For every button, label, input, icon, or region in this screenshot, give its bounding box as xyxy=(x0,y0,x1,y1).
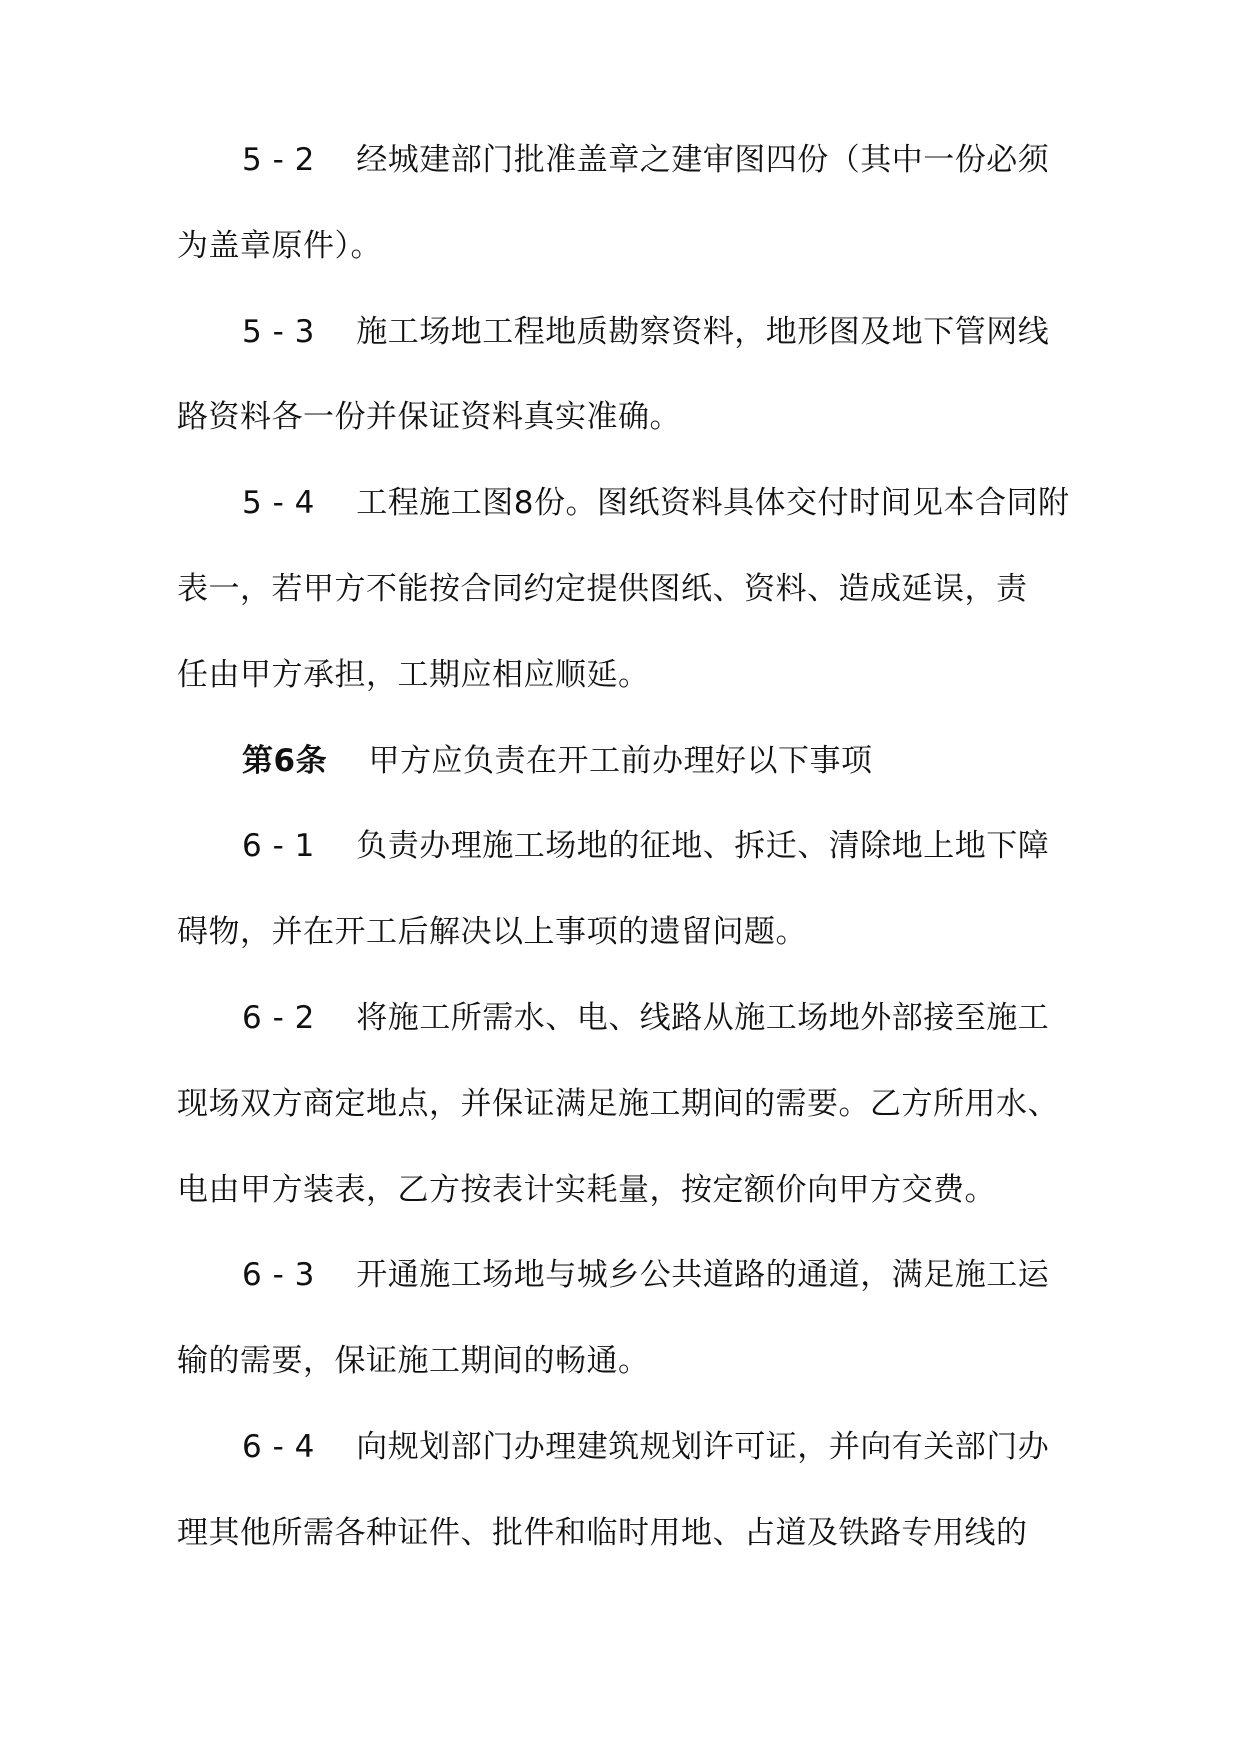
article-6-label: 第6条 xyxy=(242,742,328,779)
clause-6-4-line-2: 理其他所需各种证件、批件和临时用地、占道及铁路专用线的 xyxy=(177,1514,1028,1551)
clause-5-3-line-1: 5 - 3 施工场地工程地质勘察资料，地形图及地下管网线 xyxy=(242,313,1050,350)
clause-6-2-line-1: 6 - 2 将施工所需水、电、线路从施工场地外部接至施工 xyxy=(242,999,1050,1036)
clause-5-4-line-2: 表一，若甲方不能按合同约定提供图纸、资料、造成延误，责 xyxy=(177,570,1028,607)
clause-5-4-line-3: 任由甲方承担，工期应相应顺延。 xyxy=(177,656,650,693)
clause-5-4-line-1: 5 - 4 工程施工图8份。图纸资料具体交付时间见本合同附 xyxy=(242,485,1070,522)
clause-6-3-line-2: 输的需要，保证施工期间的畅通。 xyxy=(177,1343,650,1380)
article-6-title: 甲方应负责在开工前办理好以下事项 xyxy=(368,742,873,779)
clause-6-1-line-2: 碍物，并在开工后解决以上事项的遗留问题。 xyxy=(177,914,807,951)
clause-5-3-line-2: 路资料各一份并保证资料真实准确。 xyxy=(177,399,681,436)
clause-6-4-line-1: 6 - 4 向规划部门办理建筑规划许可证，并向有关部门办 xyxy=(242,1428,1050,1465)
clause-6-3-line-1: 6 - 3 开通施工场地与城乡公共道路的通道，满足施工运 xyxy=(242,1257,1050,1294)
clause-5-2-line-1: 5 - 2 经城建部门批准盖章之建审图四份（其中一份必须 xyxy=(242,142,1050,178)
clause-6-2-line-2: 现场双方商定地点，并保证满足施工期间的需要。乙方所用水、 xyxy=(177,1085,1059,1122)
document-body xyxy=(177,118,1087,1577)
clause-5-2-line-2: 为盖章原件）。 xyxy=(177,227,382,264)
article-6-heading xyxy=(177,719,1087,805)
clause-6-2-line-3: 电由甲方装表，乙方按表计实耗量，按定额价向甲方交费。 xyxy=(177,1171,996,1208)
clause-6-1-line-1: 6 - 1 负责办理施工场地的征地、拆迁、清除地上地下障 xyxy=(242,828,1050,865)
article-6-title-gap xyxy=(327,743,368,779)
